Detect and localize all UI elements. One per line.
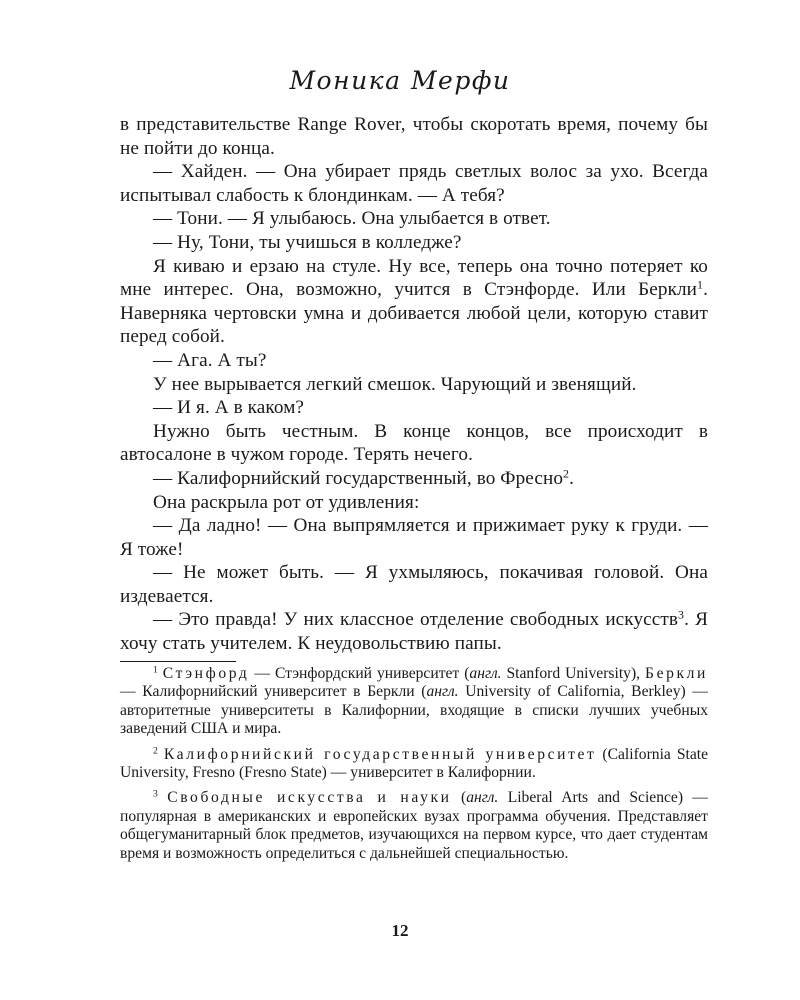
footnote-text: University of California, Berkley) — авторитетные университеты в Калифорнии, входящие в списки лучших учебных заведений США и мира.: [120, 683, 708, 738]
paragraph: в представительстве Range Rover, чтобы скоротать время, почему бы не пойти до конца.: [120, 114, 708, 159]
footnote-text: Stanford University),: [501, 665, 646, 682]
footnote-mark: 3: [153, 789, 158, 801]
footnote-ref: 1: [697, 277, 704, 292]
footnote-lang: англ.: [469, 665, 502, 682]
paragraph: — Тони. — Я улыбаюсь. Она улыбается в ответ.: [153, 208, 551, 230]
main-text: [120, 113, 708, 656]
paragraph: [120, 255, 708, 349]
footnote-term: Калифорнийский государственный университет: [163, 745, 597, 763]
paragraph: У нее вырывается легкий смешок. Чарующий и звенящий.: [153, 373, 637, 395]
footnote-mark: 1: [153, 664, 158, 676]
paragraph-text: . Я хочу стать учителем. К неудовольствию папы.: [120, 609, 708, 655]
paragraph: — Ага. А ты?: [153, 349, 267, 371]
footnote-mark: 2: [153, 745, 158, 757]
paragraph: — Да ладно! — Она выпрямляется и прижимает руку к груди. — Я тоже!: [120, 515, 708, 560]
paragraph: — Ну, Тони, ты учишься в колледже?: [153, 231, 462, 253]
footnote-ref: 2: [563, 466, 570, 481]
page-number: 12: [391, 921, 409, 940]
paragraph: Она раскрыла рот от удивления:: [153, 491, 420, 513]
paragraph: [120, 608, 708, 655]
footnote-lang: англ.: [466, 789, 499, 807]
footnote-term: Свободные искусства и науки: [167, 789, 452, 807]
running-title: Моника Мерфи: [289, 66, 511, 95]
footnote-text: (California State University, Fresno (Fresno State) — университет в Калифорнии.: [120, 745, 708, 782]
paragraph: [120, 467, 708, 491]
footnote-ref: 3: [678, 607, 685, 622]
footnote-text: Liberal Arts and Science) — популярная в американских и европейских вузах программа обучения. Представляет общегуманитарный блок предметов, изучающихся на первом курсе, что дает студентам время и возможность определиться с дальнейшей специальностью.: [120, 789, 709, 862]
paragraph-text: — Это правда! У них классное отделение свободных искусств: [153, 609, 679, 631]
paragraph-text: — Калифорнийский государственный, во Фресно: [153, 467, 564, 489]
footnote-divider: [120, 661, 236, 662]
paragraph-text: Я киваю и ерзаю на стуле. Ну все, теперь она точно потеряет ко мне интерес. Она, возможно, учится в Стэнфорде. Или Беркли: [120, 255, 708, 301]
footnote-text: — Калифорнийский университет в Беркли (: [120, 683, 427, 701]
footnotes: [120, 665, 708, 870]
paragraph-text: . Наверняка чертовски умна и добивается любой цели, которую ставит перед собой.: [120, 279, 708, 348]
footnote: [120, 789, 708, 863]
footnote-text: — Стэнфордский университет (: [249, 665, 470, 682]
paragraph: — Хайден. — Она убирает прядь светлых волос за ухо. Всегда испытывал слабость к блондинкам. — А тебя?: [120, 161, 708, 206]
footnote-lang: англ.: [426, 683, 459, 701]
footnote-text: (: [451, 789, 467, 807]
footnote: [120, 746, 708, 783]
footnote: [120, 665, 708, 739]
paragraph: — И я. А в каком?: [153, 397, 305, 419]
paragraph: — Не может быть. — Я ухмыляюсь, покачивая головой. Она издевается.: [120, 562, 708, 607]
footnote-term: Стэнфорд: [162, 665, 250, 682]
paragraph: Нужно быть честным. В конце концов, все происходит в автосалоне в чужом городе. Терять нечего.: [120, 420, 708, 466]
paragraph-text: .: [569, 467, 574, 489]
footnote-term: Беркли: [645, 665, 708, 682]
